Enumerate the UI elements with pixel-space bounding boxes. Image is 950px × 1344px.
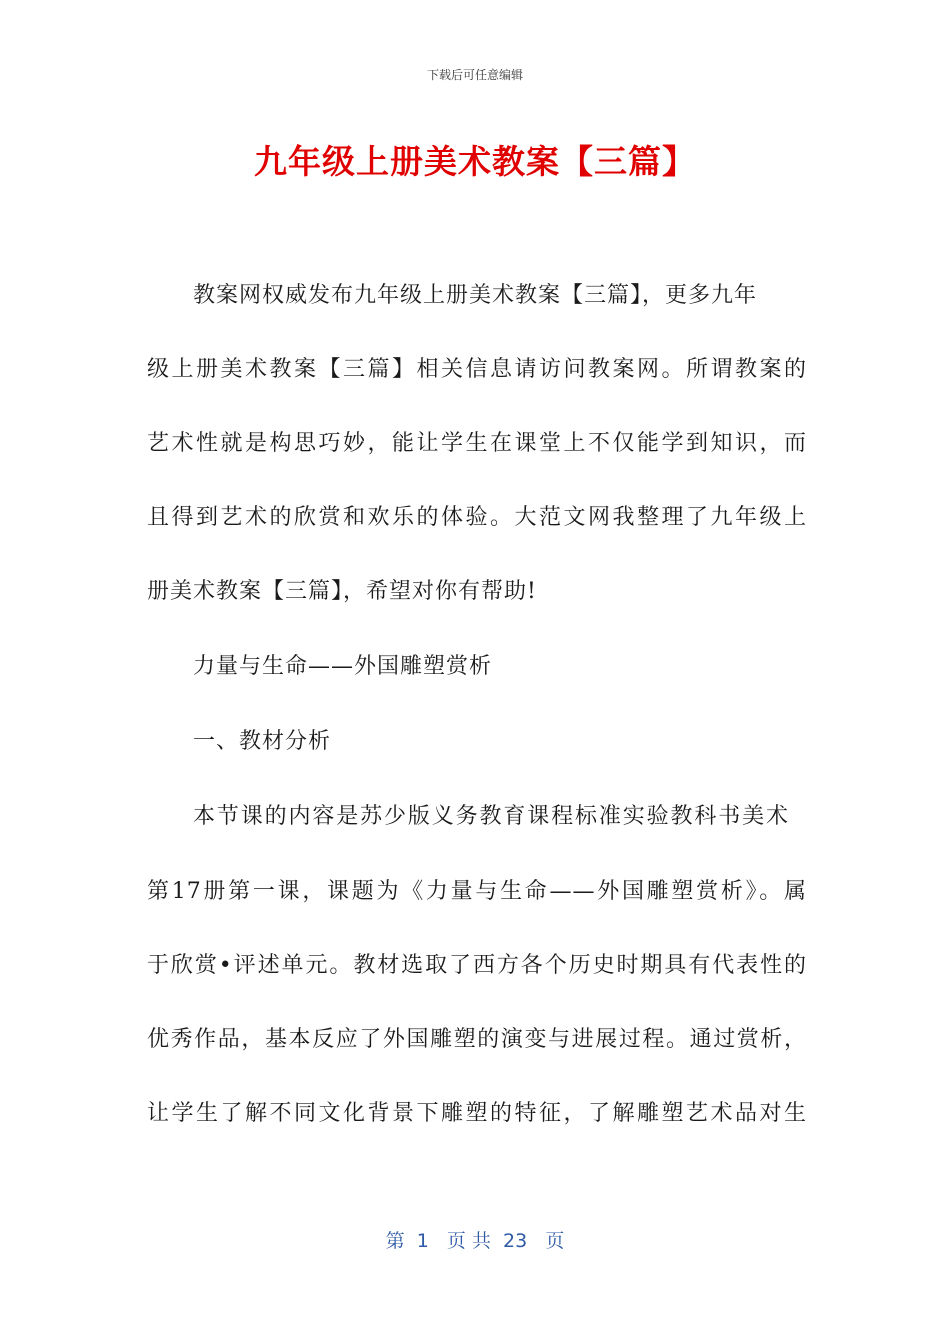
header-note: 下载后可任意编辑	[426, 68, 523, 82]
document-title: 九年级上册美术教案【三篇】	[254, 142, 696, 181]
paragraph-line: 级上册美术教案【三篇】相关信息请访问教案网。所谓教案的	[147, 357, 807, 382]
page-number-footer: 第 1 页 共 23 页	[385, 1230, 565, 1252]
paragraph-line: 且得到艺术的欣赏和欢乐的体验。大范文网我整理了九年级上	[147, 505, 807, 530]
paragraph-line: 于欣赏•评述单元。教材选取了西方各个历史时期具有代表性的	[147, 953, 807, 978]
paragraph-line: 册美术教案【三篇】，希望对你有帮助!	[147, 579, 537, 604]
section-heading: 一、教材分析	[193, 729, 332, 754]
section-title: 力量与生命——外国雕塑赏析	[193, 654, 493, 679]
paragraph-line: 本节课的内容是苏少版义务教育课程标准实验教科书美术	[193, 804, 789, 829]
paragraph-line: 优秀作品，基本反应了外国雕塑的演变与进展过程。通过赏析，	[147, 1027, 807, 1052]
paragraph-line: 艺术性就是构思巧妙，能让学生在课堂上不仅能学到知识，而	[147, 431, 807, 456]
paragraph-line: 教案网权威发布九年级上册美术教案【三篇】，更多九年	[193, 283, 758, 308]
paragraph-line: 第17册第一课，课题为《力量与生命——外国雕塑赏析》。属	[147, 879, 807, 904]
paragraph-line: 让学生了解不同文化背景下雕塑的特征，了解雕塑艺术品对生	[147, 1101, 807, 1126]
